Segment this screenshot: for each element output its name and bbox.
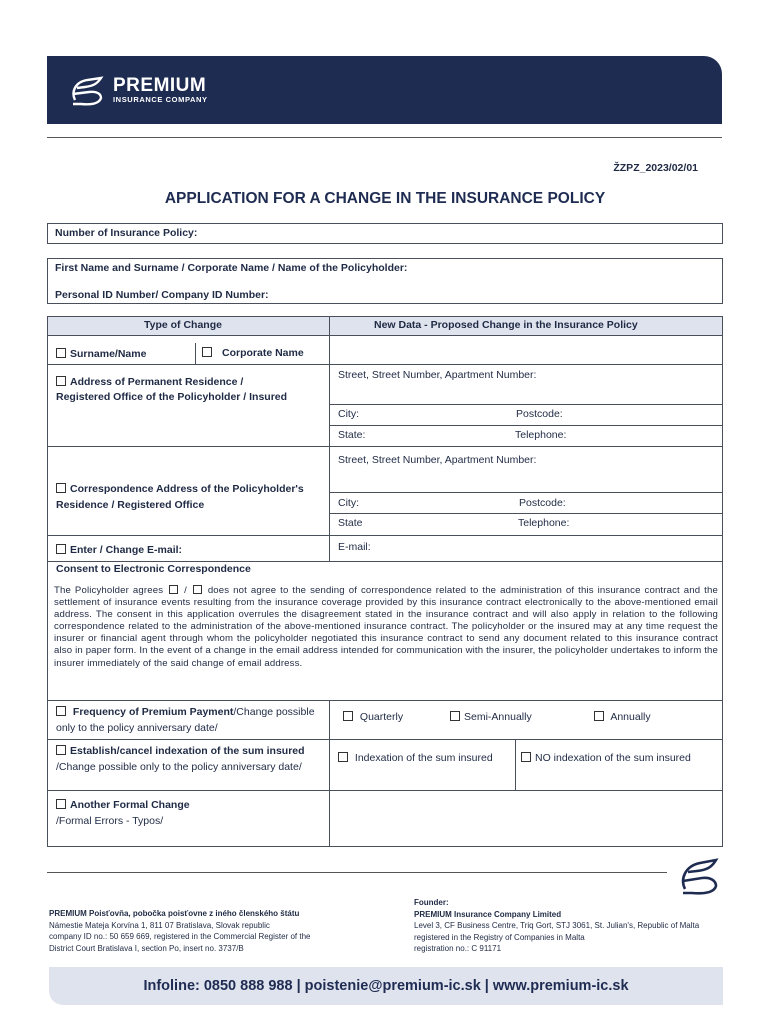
correspondence-address-checkbox[interactable]	[56, 483, 66, 493]
policy-number-label: Number of Insurance Policy:	[55, 227, 198, 239]
other-change-option[interactable]: Another Formal Change /Formal Errors - Typos/	[56, 799, 190, 827]
semi-annually-checkbox[interactable]	[450, 711, 460, 721]
permanent-address-option[interactable]: Address of Permanent Residence / Registered Office of the Policyholder / Insured	[56, 376, 288, 403]
premium-logo-icon	[67, 74, 107, 108]
company-logo	[67, 74, 208, 108]
footer-divider	[47, 872, 667, 873]
perm-telephone-label: Telephone:	[515, 429, 567, 441]
page-title: APPLICATION FOR A CHANGE IN THE INSURANCE POLICY	[164, 190, 606, 207]
logo-name: PREMIUM	[113, 75, 207, 96]
indexation-checkbox[interactable]	[56, 745, 66, 755]
indexation-no-option[interactable]: NO indexation of the sum insured	[521, 750, 717, 766]
consent-agree-checkbox[interactable]	[169, 585, 178, 594]
corr-street-label: Street, Street Number, Apartment Number:	[338, 454, 537, 466]
annually-checkbox[interactable]	[594, 711, 604, 721]
perm-postcode-label: Postcode:	[516, 408, 563, 420]
consent-title: Consent to Electronic Correspondence	[56, 563, 251, 575]
header-band	[47, 56, 722, 124]
other-change-checkbox[interactable]	[56, 799, 66, 809]
header-divider	[47, 137, 722, 138]
column-header-new-data: New Data - Proposed Change in the Insurance Policy	[374, 319, 638, 331]
email-change-checkbox[interactable]	[56, 544, 66, 554]
semi-annually-option[interactable]: Semi-Annually	[450, 711, 532, 723]
indexation-yes-option[interactable]: Indexation of the sum insured	[338, 750, 510, 766]
email-label: E-mail:	[338, 541, 371, 553]
consent-text: The Policyholder agrees / does not agree to the sending of correspondence related to the administration of this insurance contract and the settlement of insurance events resulting from the insurance coverage provided by this insurance contract electronically to the above-mentioned email address. The consent in this application overrules the disagreement stated in the insurance contract and will also apply in relation to the following correspondence related to the administration of the above-mentioned insurance contract. The policyholder or the insured may at any time request the insurer or financial agent through whom the policyholder negotiated this insurance contract to send any document related to this insurance contract also in paper form. In the event of a change in the email address intended for communication with the insurer, the policyholder undertakes to inform the insurer immediately of the said change of email address.	[54, 585, 718, 669]
indexation-no-checkbox[interactable]	[521, 752, 531, 762]
policyholder-identity-field[interactable]	[47, 258, 723, 304]
perm-street-label: Street, Street Number, Apartment Number:	[338, 369, 537, 381]
infoline-bar: Infoline: 0850 888 988 | poistenie@premium-ic.sk | www.premium-ic.sk	[49, 967, 723, 1005]
logo-subtitle: INSURANCE COMPANY	[113, 95, 208, 104]
quarterly-option[interactable]: Quarterly	[343, 711, 403, 723]
indexation-yes-checkbox[interactable]	[338, 752, 348, 762]
column-header-type: Type of Change	[144, 319, 222, 331]
frequency-option[interactable]: Frequency of Premium Payment/Change possible only to the policy anniversary date/	[56, 706, 315, 734]
indexation-option[interactable]: Establish/cancel indexation of the sum insured /Change possible only to the policy anniversary date/	[56, 745, 305, 773]
correspondence-address-option[interactable]: Correspondence Address of the Policyholder's Residence / Registered Office	[56, 483, 304, 511]
surname-option[interactable]: Surname/Name	[56, 348, 146, 360]
footer-logo-icon	[676, 855, 722, 899]
corr-city-label: City:	[338, 497, 359, 509]
corporate-checkbox[interactable]	[202, 347, 212, 357]
permanent-address-checkbox[interactable]	[56, 376, 66, 386]
footer-founder-info: Founder: PREMIUM Insurance Company Limited Level 3, CF Business Centre, Triq Gort, STJ 3061, St. Julian's, Republic of Malta registered in the Registry of Companies in Malta registration no.: C 91171	[414, 898, 700, 953]
email-change-option[interactable]: Enter / Change E-mail:	[56, 544, 182, 556]
consent-disagree-checkbox[interactable]	[193, 585, 202, 594]
surname-checkbox[interactable]	[56, 348, 66, 358]
frequency-checkbox[interactable]	[56, 706, 66, 716]
footer-branch-info: PREMIUM Poisťovňa, pobočka poisťovne z iného členského štátu Námestie Mateja Korvína 1, 811 07 Bratislava, Slovak republic company ID no.: 50 659 669, registered in the Commercial Register of the District Court Bratislava I, section Po, insert no. 3737/B	[49, 909, 311, 953]
quarterly-checkbox[interactable]	[343, 711, 353, 721]
corr-telephone-label: Telephone:	[518, 517, 570, 529]
policy-number-field[interactable]	[47, 223, 723, 244]
corr-postcode-label: Postcode:	[519, 497, 566, 509]
policyholder-id-label: Personal ID Number/ Company ID Number:	[55, 289, 269, 301]
corporate-option[interactable]: Corporate Name	[202, 347, 304, 359]
perm-state-label: State:	[338, 429, 366, 441]
policyholder-name-label: First Name and Surname / Corporate Name / Name of the Policyholder:	[55, 262, 408, 274]
perm-city-label: City:	[338, 408, 359, 420]
annually-option[interactable]: Annually	[594, 711, 651, 723]
corr-state-label: State	[338, 517, 363, 529]
document-code: ŽZPZ_2023/02/01	[613, 162, 698, 174]
